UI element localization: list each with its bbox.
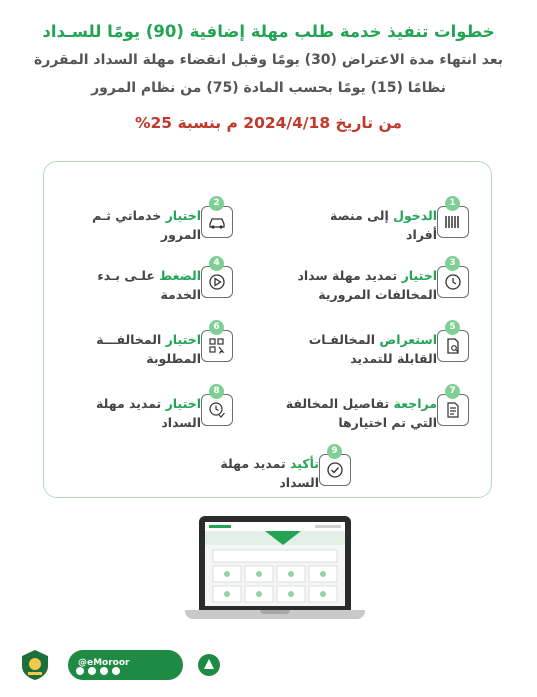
step-action: الضغط	[159, 268, 201, 283]
footer	[18, 640, 518, 688]
laptop-mockup	[185, 516, 365, 626]
step-text	[286, 394, 437, 432]
steps-card	[43, 161, 492, 498]
step-line-2: التي تم اختيارها	[338, 415, 437, 430]
step-number: 3	[445, 256, 460, 271]
step-rest: المخالفـــة	[96, 332, 166, 347]
step-action: اختيار	[165, 332, 201, 347]
step-8	[88, 386, 233, 432]
step-rest: إلى منصة	[330, 208, 394, 223]
step-action: مراجعة	[393, 396, 437, 411]
ministry-emblem-icon	[196, 652, 222, 678]
step-number: 9	[327, 444, 342, 459]
description-line-2: نظامًا (15) يومًا بحسب المادة (75) من نظام المرور	[91, 80, 446, 96]
grid-select-icon	[201, 322, 233, 362]
step-number: 7	[445, 384, 460, 399]
step-5	[301, 322, 469, 368]
laptop-screen	[199, 516, 351, 610]
step-rest: المخالفـات	[308, 332, 380, 347]
step-text	[96, 330, 201, 368]
step-line-2: المخالفات المرورية	[318, 287, 437, 302]
step-text	[309, 330, 437, 368]
step-7	[278, 386, 469, 432]
effective-date-line: من تاريخ 2024/4/18 م بنسبة 25%	[134, 114, 403, 132]
step-number: 1	[445, 196, 460, 211]
step-line-2: القابلة للتمديد	[350, 351, 437, 366]
step-text	[330, 206, 437, 244]
description-line-1: بعد انتهاء مدة الاعتراض (30) يومًا وقبل انقضاء مهلة السداد المقررة	[34, 52, 503, 68]
step-line-2: السداد	[161, 415, 201, 430]
step-number: 8	[209, 384, 224, 399]
social-dot-icon	[112, 667, 120, 675]
step-line-2: السداد	[279, 475, 319, 490]
step-4	[89, 258, 233, 304]
car-icon	[201, 198, 233, 238]
step-6	[88, 322, 233, 368]
social-dot-icon	[76, 667, 84, 675]
step-number: 2	[209, 196, 224, 211]
step-action: اختيار	[165, 396, 201, 411]
step-text	[92, 206, 201, 244]
step-number: 6	[209, 320, 224, 335]
step-rest: خدماتي ثـم	[92, 208, 166, 223]
step-text	[97, 266, 201, 304]
step-line-2: أفراد	[406, 227, 437, 242]
service-screenshot	[205, 522, 345, 606]
step-rest: تمديد مهلة	[220, 456, 291, 471]
step-1	[322, 198, 469, 244]
document-search-icon	[437, 322, 469, 362]
step-9	[212, 446, 351, 492]
step-action: تأكيد	[290, 456, 319, 471]
traffic-department-logo-icon	[18, 648, 52, 682]
step-action: استعراض	[379, 332, 437, 347]
step-action: الدخول	[393, 208, 437, 223]
laptop-base	[185, 610, 365, 619]
step-text	[220, 454, 319, 492]
social-dot-icon	[100, 667, 108, 675]
step-rest: تفاصيل المخالفة	[285, 396, 394, 411]
step-rest: علـى بـدء	[97, 268, 160, 283]
step-rest: تمديد مهلة سداد	[297, 268, 402, 283]
step-3	[289, 258, 469, 304]
step-text	[297, 266, 437, 304]
step-2	[84, 198, 233, 244]
social-handle: @eMoroor	[78, 658, 130, 668]
step-number: 4	[209, 256, 224, 271]
step-line-2: المطلوبة	[146, 351, 201, 366]
step-rest: تمديد مهلة	[96, 396, 166, 411]
step-action: اختيار	[165, 208, 201, 223]
check-circle-icon	[319, 446, 351, 486]
step-text	[96, 394, 201, 432]
social-dot-icon	[88, 667, 96, 675]
document-review-icon	[437, 386, 469, 426]
play-icon	[201, 258, 233, 298]
absher-logo-icon	[437, 198, 469, 238]
clock-icon	[437, 258, 469, 298]
page-title: خطوات تنفيذ خدمة طلب مهلة إضافية (90) يومًا للسـداد	[42, 22, 495, 41]
step-line-2: المرور	[160, 227, 201, 242]
step-line-2: الخدمة	[160, 287, 201, 302]
step-number: 5	[445, 320, 460, 335]
step-action: اختيار	[401, 268, 437, 283]
clock-check-icon	[201, 386, 233, 426]
